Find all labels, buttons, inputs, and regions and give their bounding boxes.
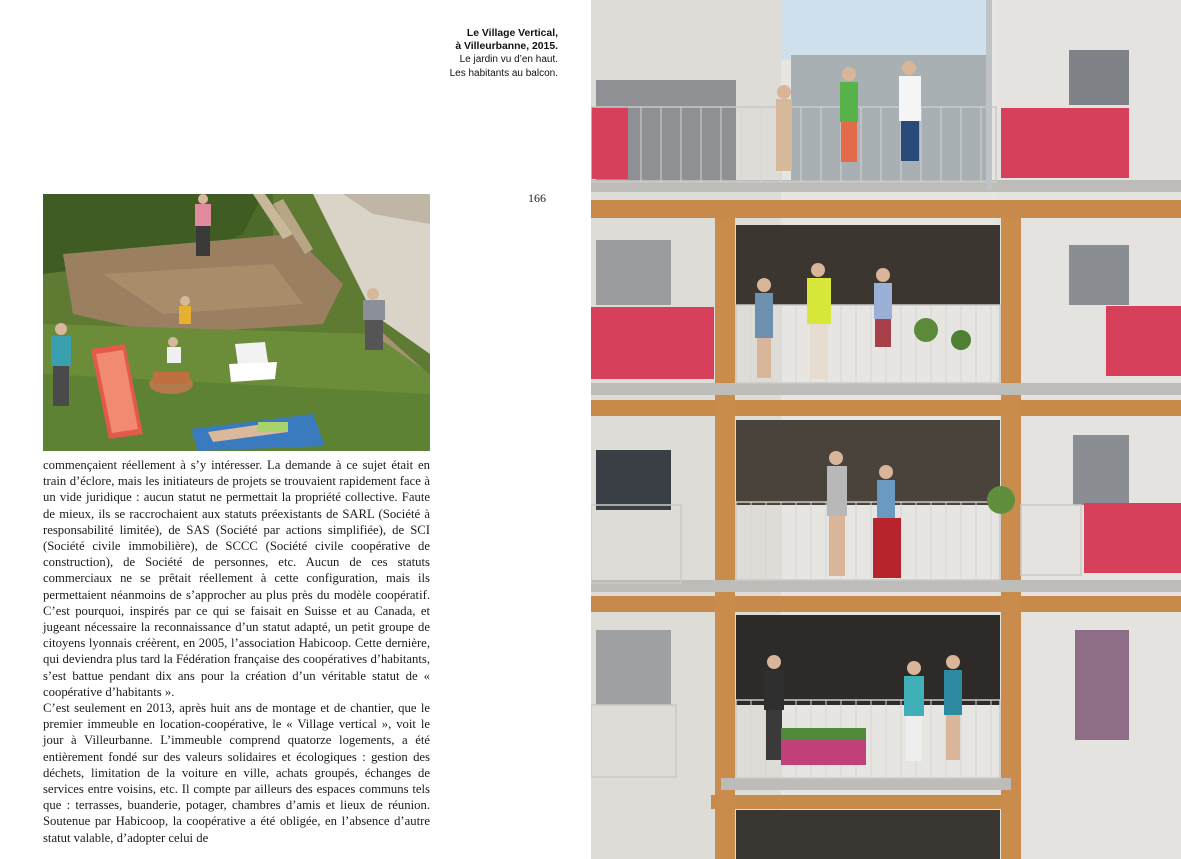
- balcony-photo: [591, 0, 1181, 859]
- garden-photo: [43, 194, 430, 451]
- article-body: [43, 457, 430, 846]
- paragraph-1: commençaient réellement à s’y intéresser. La demande à ce sujet était en train d’éclore, mais les initiateurs de projets se trouvaient rapidement face à un vide juridique : aucun statut ne permettait la propriété collective. Faute de mieux, ils se raccrochaient aux statuts préexistants de SARL (Société à responsabilité limitée), de SAS (Société par actions simplifiée), de SCI (Société civile immobilière), de SCCC (Société civile coopérative de construction), de Société de personnes, etc. Aucun de ces statuts commerciaux ne se prêtait réellement à cette configuration, mais ils permettaient néanmoins de s’approcher au plus près du modèle coopératif. C’est pourquoi, inspirés par ce qui se faisait en Suisse et au Canada, et jugeant nécessaire la reconnaissance d’un statut adapté, un petit groupe de citoyens lyonnais créèrent, en 2005, l’association Habicoop. Cette dernière, qui deviendra plus tard la Fédération française des coopératives d’habitants, s’est battue pendant dix ans pour la création d’un véritable statut de « coopérative d’habitants ».: [43, 458, 430, 699]
- page-number: 166: [528, 191, 546, 205]
- caption-line3: Le jardin vu d’en haut.: [459, 54, 558, 66]
- caption-title-line2: à Villeurbanne, 2015.: [455, 41, 558, 53]
- paragraph-2: C’est seulement en 2013, après huit ans de montage et de chantier, que le premier immeuble en location-coopérative, le « Village vertical », voit le jour à Villeurbanne. L’immeuble comprend quatorze logements, a été entièrement fondé sur des valeurs solidaires et écologiques : gestion des déchets, limitation de la voiture en ville, achats groupés, échanges de services entre voisins, etc. Il compte par ailleurs des espaces communs tels que : terrasses, buanderie, potager, chambres d’amis et lieux de réunion. Soutenue par Habicoop, la coopérative a été obligée, en l’absence d’autre statut valable, d’adopter celui de: [43, 701, 430, 845]
- caption-title-line1: Le Village Vertical,: [466, 28, 558, 39]
- photo-caption: [358, 27, 558, 80]
- caption-line4: Les habitants au balcon.: [449, 67, 558, 79]
